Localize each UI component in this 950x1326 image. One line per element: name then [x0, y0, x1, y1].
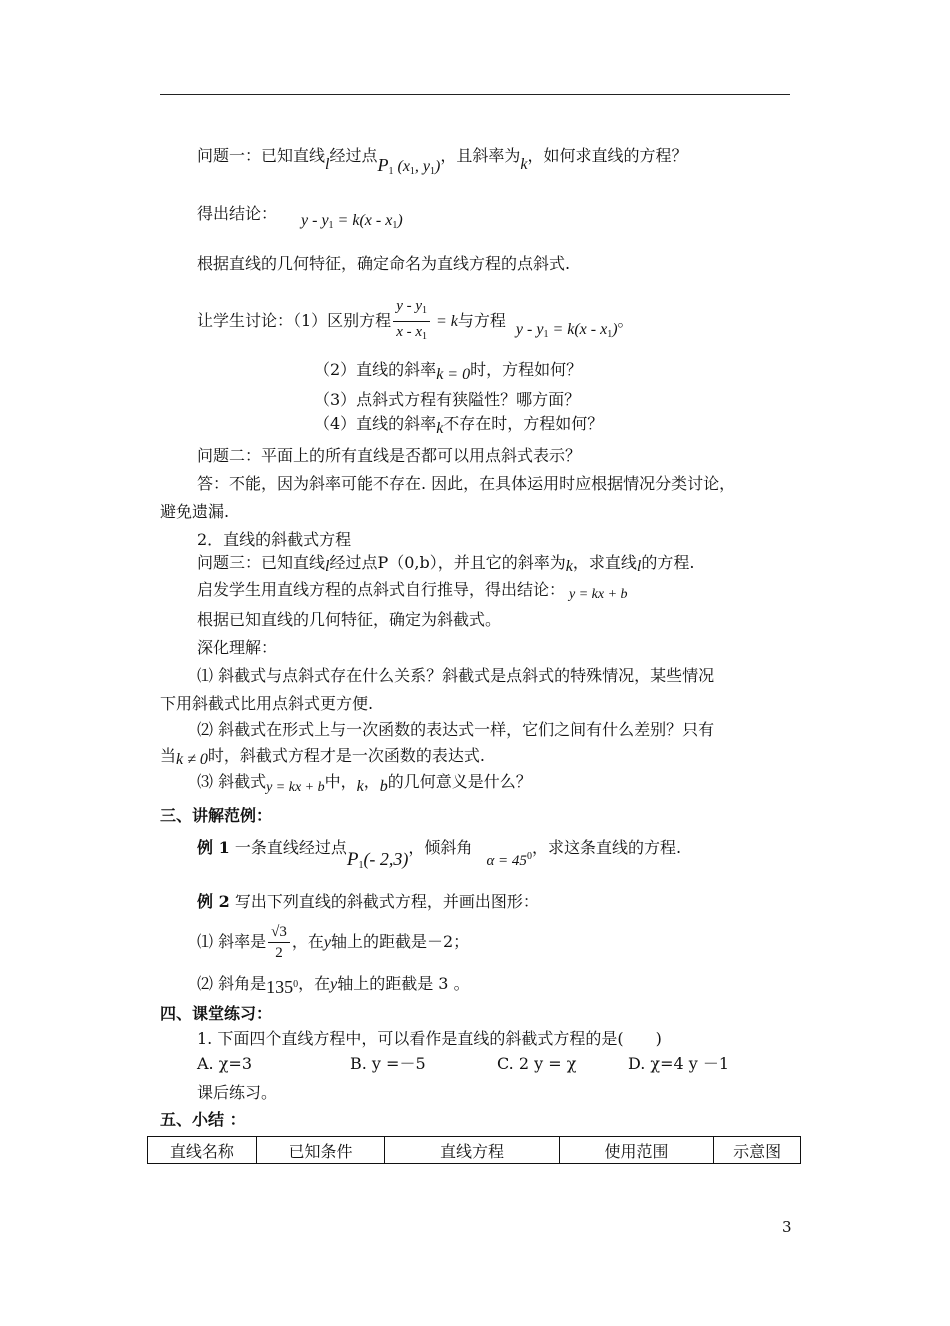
option-d: D. χ=4 y －1 — [628, 1054, 730, 1073]
discussion-line: 让学生讨论：（1）区别方程 $\frac{y - y_1}{x - x_1}$ = k与方程 $y - y_1 = k(x - x_1)$。 — [197, 296, 634, 347]
option-a: A. χ=3 — [197, 1054, 253, 1073]
understand-1-line-1: ⑴ 斜截式与点斜式存在什么关系？斜截式是点斜式的特殊情况，某些情况 — [197, 666, 715, 685]
table-header-cell: 使用范围 — [559, 1137, 714, 1164]
discuss-4: （4）直线的斜率k不存在时，方程如何？ — [314, 414, 604, 437]
example-2b: ⑵ 斜角是$135^0$，在y轴上的距截是 3 。 — [197, 974, 470, 997]
table-header-cell: 直线方程 — [385, 1137, 559, 1164]
fraction: $\frac{y - y_1}{x - x_1}$ — [393, 296, 430, 347]
answer-line-1: 答：不能，因为斜率可能不存在. 因此，在具体运用时应根据情况分类讨论， — [197, 474, 736, 493]
section-2-title: 2．直线的斜截式方程 — [197, 530, 352, 549]
understand-2-line-2: 当k ≠ 0时，斜截式方程才是一次函数的表达式. — [160, 746, 485, 768]
section-5-title: 五、小结 ： — [160, 1110, 246, 1129]
answer-line-2: 避免遗漏. — [160, 502, 230, 521]
table-header-row — [148, 1137, 801, 1164]
question-two: 问题二：平面上的所有直线是否都可以用点斜式表示？ — [197, 446, 582, 465]
naming-text: 根据直线的几何特征，确定命名为直线方程的点斜式. — [197, 254, 571, 273]
table-header-cell: 示意图 — [714, 1137, 801, 1164]
page-number: 3 — [782, 1218, 792, 1236]
example-2a: ⑴ 斜率是 $\frac{√3}{2}$ ，在y轴上的距截是－2； — [197, 924, 470, 961]
header-rule — [160, 94, 790, 95]
section-4-title: 四、课堂练习： — [160, 1004, 273, 1023]
deep-label: 深化理解： — [197, 638, 278, 657]
table-header-cell: 已知条件 — [256, 1137, 385, 1164]
section-3-title: 三、讲解范例： — [160, 806, 273, 825]
conclusion-line: 得出结论： $y - y_1 = k(x - x_1)$ — [197, 204, 403, 231]
fraction: $\frac{√3}{2}$ — [268, 922, 290, 963]
understand-1-line-2: 下用斜截式比用点斜式更方便. — [160, 694, 374, 713]
table-header-cell: 直线名称 — [148, 1137, 257, 1164]
example-1: 例 1 一条直线经过点$P_1(-$ 2,3)，倾斜角$\alpha = 45^0$，求这条直线的方程. — [197, 838, 682, 871]
option-c: C. 2 y = χ — [497, 1054, 577, 1073]
define-line: 根据已知直线的几何特征，确定为斜截式。 — [197, 610, 502, 629]
understand-3: ⑶ 斜截式y = kx + b中，k，b的几何意义是什么？ — [197, 772, 532, 795]
option-b: B. y =－5 — [350, 1054, 426, 1073]
summary-table — [147, 1136, 801, 1164]
example-2: 例 2 写出下列直线的斜截式方程，并画出图形： — [197, 892, 539, 911]
discuss-3: （3）点斜式方程有狭隘性？哪方面？ — [314, 390, 581, 409]
discuss-2: （2）直线的斜率k = 0时，方程如何？ — [314, 360, 583, 383]
homework-line: 课后练习。 — [197, 1083, 278, 1102]
inspire-line: 启发学生用直线方程的点斜式自行推导，得出结论： y = kx + b — [197, 580, 628, 602]
understand-2-line-1: ⑵ 斜截式在形式上与一次函数的表达式一样，它们之间有什么差别？只有 — [197, 720, 715, 739]
question-one: 问题一：已知直线l经过点$P_1$ ($x_1$, $y_1$)，且斜率为k，如何求直线的方程？ — [197, 146, 688, 177]
question-three: 问题三：已知直线l经过点P（0,b），并且它的斜率为k，求直线l的方程. — [197, 553, 695, 575]
exercise-question: 1. 下面四个直线方程中，可以看作是直线的斜截式方程的是( ) — [197, 1029, 662, 1048]
